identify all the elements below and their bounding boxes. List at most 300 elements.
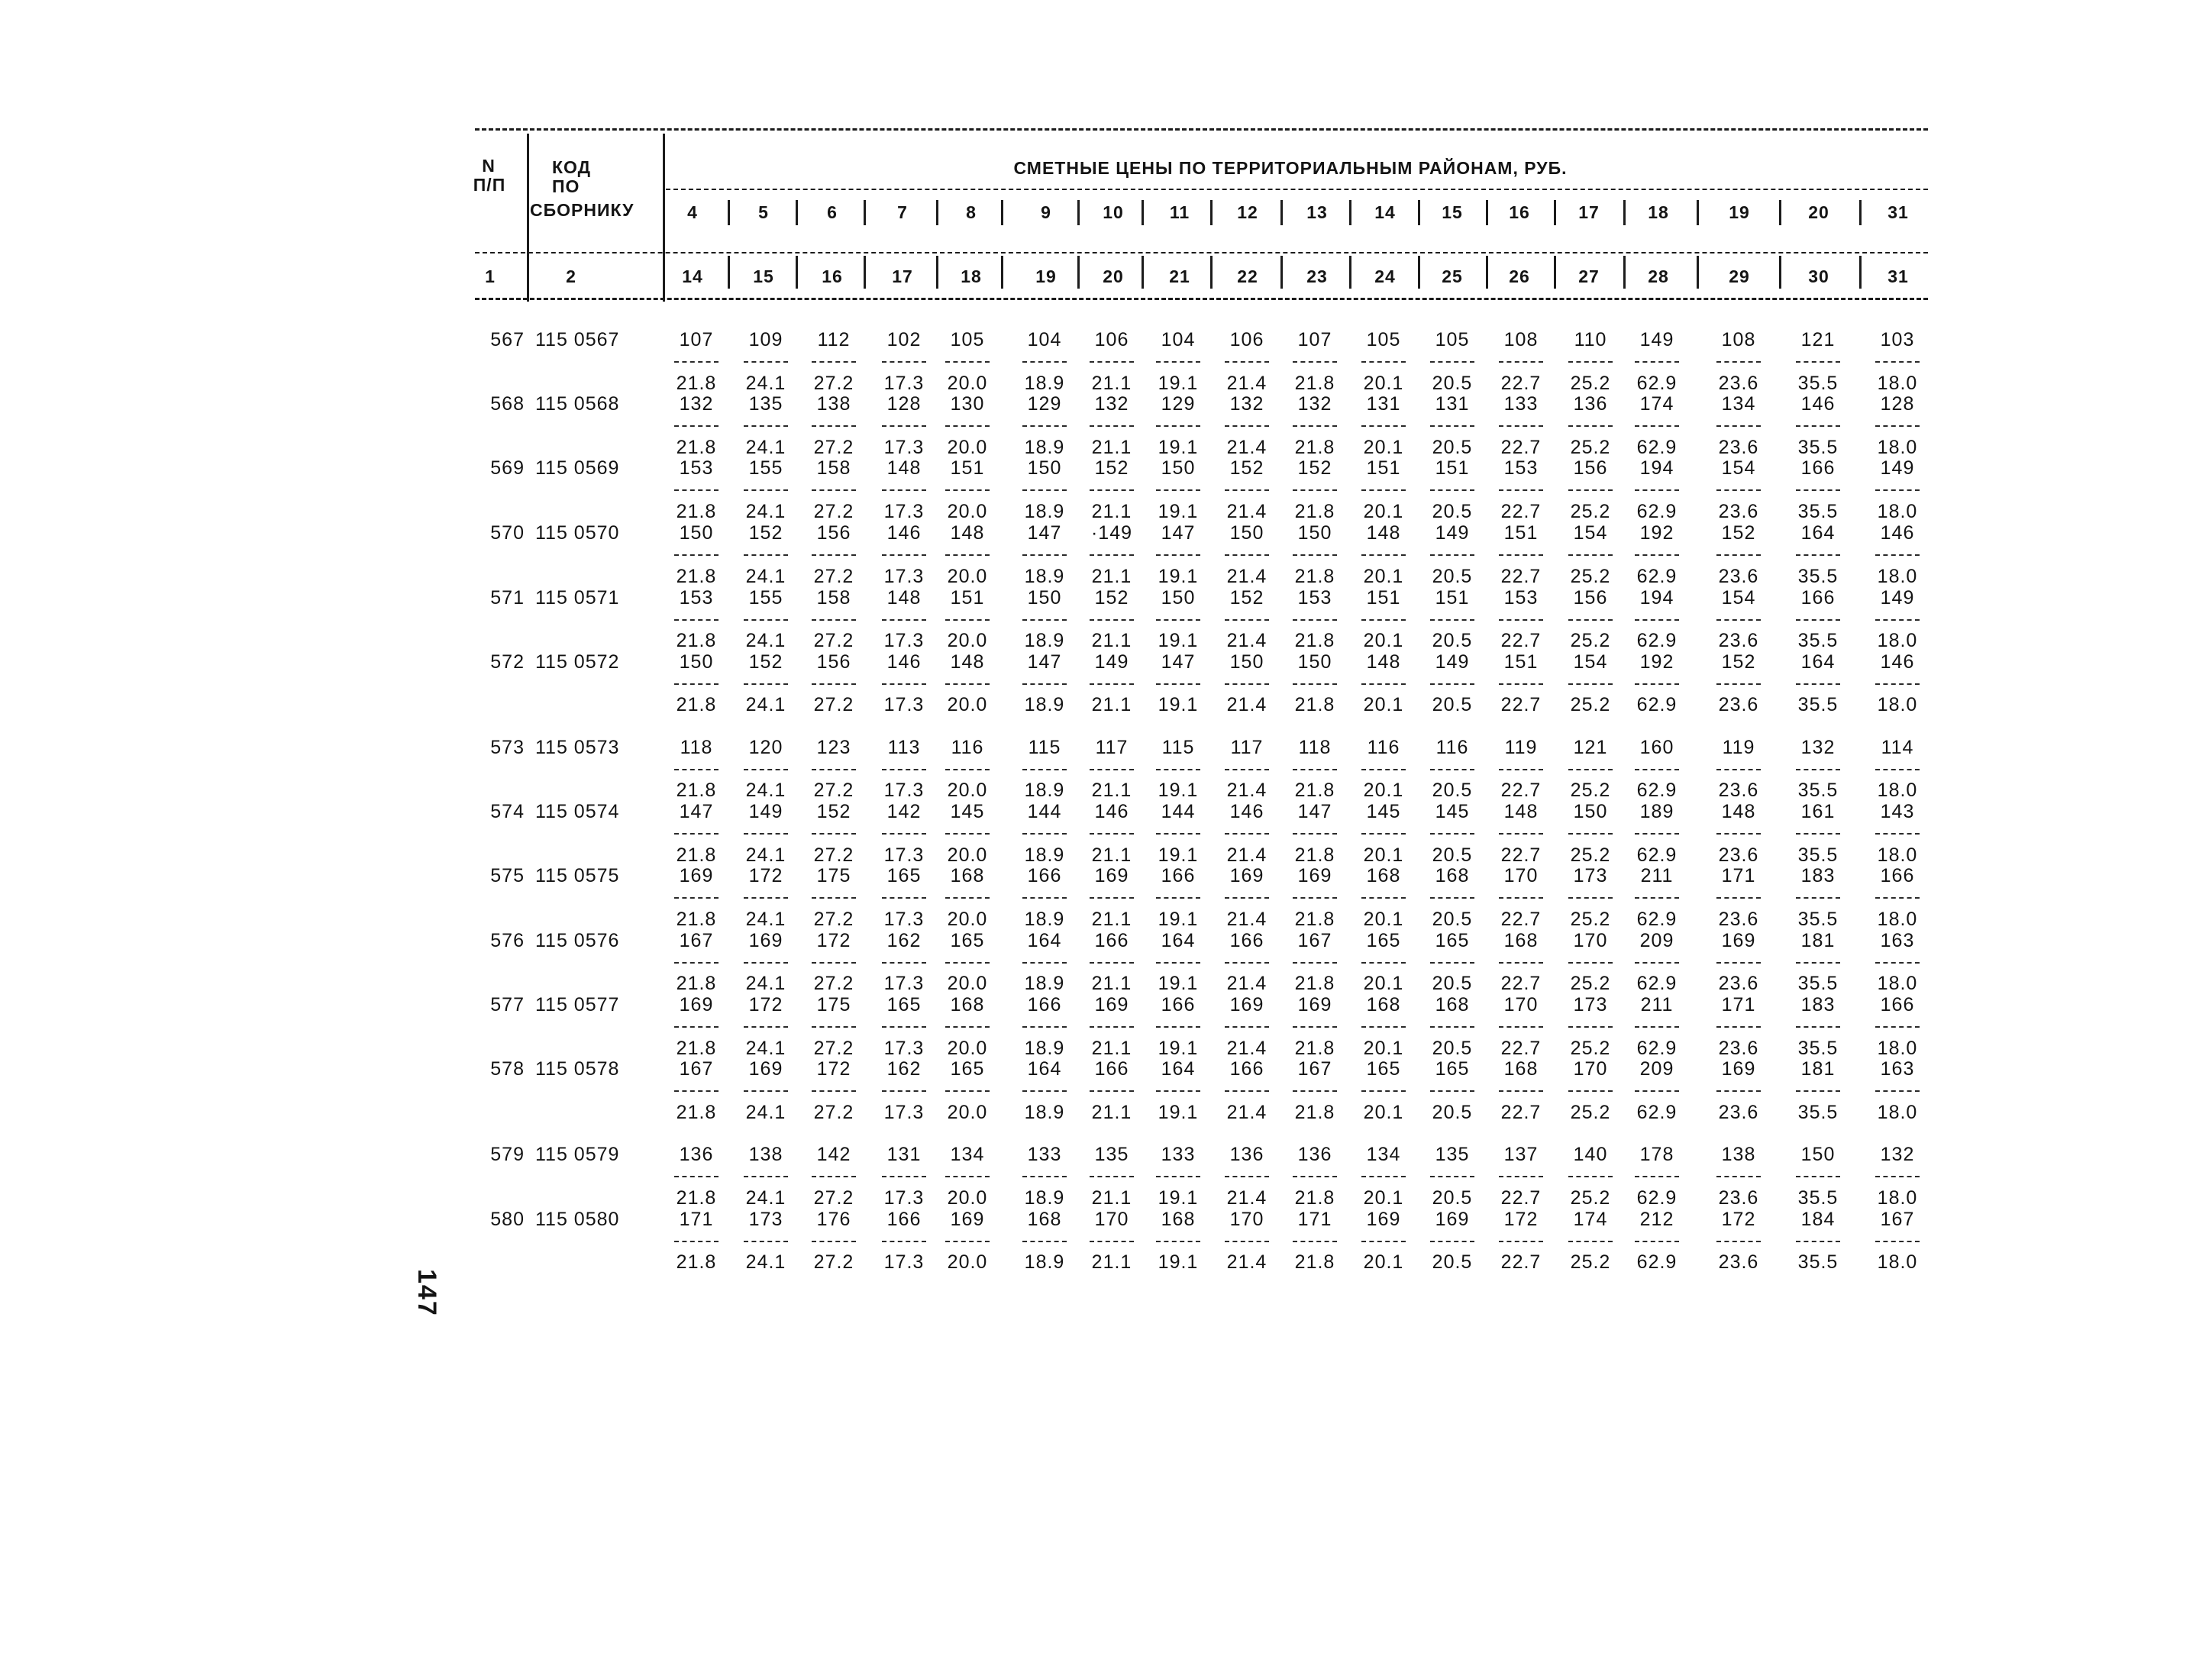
fraction-bar [1875, 1241, 1920, 1242]
price-cell: 169 [1366, 1209, 1401, 1230]
header-column-index: 1 [485, 266, 496, 286]
price-cell: 169 [679, 865, 714, 886]
price-cell: 151 [1435, 587, 1470, 609]
header-district-number: 11 [1169, 202, 1190, 222]
coefficient-cell: 19.1 [1158, 1038, 1199, 1059]
coefficient-cell: 18.0 [1877, 1187, 1918, 1209]
coefficient-cell: 21.4 [1226, 909, 1267, 930]
coefficient-cell: 35.5 [1797, 909, 1839, 930]
fraction-bar [674, 1026, 718, 1028]
header-separator [1697, 256, 1699, 289]
price-cell: 165 [1435, 1058, 1470, 1080]
coefficient-cell: 23.6 [1718, 566, 1759, 587]
fraction-bar [1225, 769, 1269, 770]
fraction-bar [1090, 361, 1134, 363]
coefficient-cell: 22.7 [1500, 1038, 1542, 1059]
fraction-bar [1875, 361, 1920, 363]
coefficient-cell: 27.2 [813, 566, 854, 587]
price-cell: 145 [950, 801, 985, 822]
price-cell: 132 [1094, 393, 1129, 415]
coefficient-cell: 21.8 [676, 973, 717, 994]
coefficient-cell: 19.1 [1158, 501, 1199, 522]
price-cell: 130 [950, 393, 985, 415]
fraction-bar [1499, 1026, 1543, 1028]
coefficient-cell: 20.5 [1432, 973, 1473, 994]
price-cell: 121 [1573, 737, 1608, 758]
price-cell: 135 [1435, 1144, 1470, 1165]
fraction-bar [1361, 489, 1406, 491]
coefficient-cell: 17.3 [883, 630, 925, 651]
fraction-bar [1635, 489, 1679, 491]
fraction-bar [1796, 619, 1840, 621]
price-cell: 142 [886, 801, 922, 822]
price-cell: 168 [1366, 994, 1401, 1015]
coefficient-cell: 22.7 [1500, 1187, 1542, 1209]
price-cell: 172 [1503, 1209, 1539, 1230]
fraction-bar [1430, 897, 1474, 899]
fraction-bar [1225, 683, 1269, 685]
fraction-bar [1875, 833, 1920, 835]
fraction-bar [1225, 554, 1269, 556]
fraction-bar [744, 683, 788, 685]
price-cell: 144 [1027, 801, 1062, 822]
coefficient-cell: 18.0 [1877, 566, 1918, 587]
coefficient-cell: 62.9 [1636, 1038, 1678, 1059]
fraction-bar [1022, 683, 1067, 685]
header-district-number: 17 [1578, 202, 1600, 222]
fraction-bar [674, 1241, 718, 1242]
price-cell: 138 [816, 393, 851, 415]
header-column-index: 16 [822, 266, 843, 286]
fraction-bar [1499, 897, 1543, 899]
price-cell: 189 [1639, 801, 1674, 822]
price-cell: 150 [679, 522, 714, 544]
fraction-bar [1156, 897, 1200, 899]
fraction-bar [1796, 833, 1840, 835]
price-cell: 194 [1639, 587, 1674, 609]
fraction-bar [882, 361, 926, 363]
price-cell: 155 [748, 587, 783, 609]
fraction-bar [812, 1026, 856, 1028]
fraction-bar [1635, 897, 1679, 899]
price-cell: 149 [1639, 329, 1674, 350]
coefficient-cell: 19.1 [1158, 973, 1199, 994]
price-cell: 116 [1367, 737, 1400, 758]
coefficient-cell: 24.1 [745, 780, 786, 801]
header-separator [1001, 256, 1003, 289]
fraction-bar [1499, 554, 1543, 556]
price-cell: 167 [1297, 930, 1332, 951]
price-cell: 165 [886, 994, 922, 1015]
fraction-bar [1225, 489, 1269, 491]
price-cell: 150 [1027, 457, 1062, 479]
fraction-bar [1499, 1090, 1543, 1092]
coefficient-cell: 21.8 [1294, 780, 1335, 801]
price-cell: 151 [1366, 587, 1401, 609]
fraction-bar [1568, 554, 1613, 556]
fraction-bar [1022, 1241, 1067, 1242]
coefficient-cell: 62.9 [1636, 780, 1678, 801]
price-cell: 140 [1573, 1144, 1608, 1165]
coefficient-cell: 21.8 [1294, 973, 1335, 994]
price-cell: 170 [1573, 1058, 1608, 1080]
coefficient-cell: 21.8 [676, 1038, 717, 1059]
fraction-bar [1716, 683, 1761, 685]
coefficient-cell: 62.9 [1636, 373, 1678, 394]
header-separator [1779, 256, 1781, 289]
fraction-bar [945, 1241, 990, 1242]
row-code: 115 0569 [535, 457, 620, 479]
coefficient-cell: 18.9 [1024, 973, 1065, 994]
price-cell: 133 [1161, 1144, 1196, 1165]
header-district-number: 15 [1442, 202, 1463, 222]
price-cell: 149 [1880, 587, 1915, 609]
header-column-index: 20 [1103, 266, 1124, 286]
price-cell: 151 [1503, 522, 1539, 544]
fraction-bar [945, 489, 990, 491]
coefficient-cell: 21.1 [1091, 630, 1132, 651]
page-number: 147 [412, 1269, 441, 1317]
price-cell: 118 [1298, 737, 1332, 758]
fraction-bar [1361, 1026, 1406, 1028]
price-cell: 172 [816, 930, 851, 951]
fraction-bar [674, 425, 718, 427]
coefficient-cell: 20.1 [1363, 373, 1404, 394]
coefficient-cell: 23.6 [1718, 501, 1759, 522]
coefficient-cell: 18.9 [1024, 501, 1065, 522]
fraction-bar [1293, 1026, 1337, 1028]
fraction-bar [1156, 833, 1200, 835]
coefficient-cell: 17.3 [883, 844, 925, 866]
price-cell: 136 [1573, 393, 1608, 415]
row-number: 575 [490, 865, 525, 886]
header-column-index: 24 [1374, 266, 1396, 286]
fraction-bar [812, 1241, 856, 1242]
header-separator [1779, 200, 1781, 225]
header-district-number: 6 [827, 202, 838, 222]
coefficient-cell: 21.1 [1091, 1038, 1132, 1059]
price-cell: 146 [1800, 393, 1836, 415]
coefficient-cell: 62.9 [1636, 694, 1678, 715]
price-cell: 132 [679, 393, 714, 415]
price-cell: 132 [1880, 1144, 1915, 1165]
price-cell: 169 [1094, 865, 1129, 886]
coefficient-cell: 21.8 [1294, 501, 1335, 522]
price-cell: 166 [886, 1209, 922, 1230]
coefficient-cell: 24.1 [745, 973, 786, 994]
coefficient-cell: 20.1 [1363, 1102, 1404, 1123]
coefficient-cell: 35.5 [1797, 1251, 1839, 1273]
price-cell: 152 [1094, 457, 1129, 479]
price-cell: 152 [1229, 457, 1264, 479]
row-code: 115 0580 [535, 1209, 620, 1230]
fraction-bar [812, 962, 856, 964]
price-cell: 150 [1800, 1144, 1836, 1165]
coefficient-cell: 20.5 [1432, 780, 1473, 801]
coefficient-cell: 20.0 [947, 630, 988, 651]
price-cell: 146 [1880, 522, 1915, 544]
header-column-index: 23 [1306, 266, 1328, 286]
fraction-bar [1022, 833, 1067, 835]
row-code: 115 0578 [535, 1058, 620, 1080]
fraction-bar [882, 1026, 926, 1028]
coefficient-cell: 21.1 [1091, 973, 1132, 994]
fraction-bar [1156, 554, 1200, 556]
header-column-index: 30 [1808, 266, 1829, 286]
price-cell: 152 [1094, 587, 1129, 609]
row-code: 115 0577 [535, 994, 620, 1015]
price-cell: 165 [1435, 930, 1470, 951]
price-cell: 150 [679, 651, 714, 673]
coefficient-cell: 21.1 [1091, 437, 1132, 458]
coefficient-cell: 24.1 [745, 1251, 786, 1273]
coefficient-cell: 22.7 [1500, 373, 1542, 394]
header-separator [1001, 200, 1003, 225]
fraction-bar [1499, 1176, 1543, 1177]
fraction-bar [812, 425, 856, 427]
fraction-bar [674, 962, 718, 964]
price-cell: 156 [1573, 587, 1608, 609]
header-separator [1210, 200, 1213, 225]
coefficient-cell: 23.6 [1718, 780, 1759, 801]
coefficient-cell: 23.6 [1718, 1038, 1759, 1059]
price-cell: 108 [1721, 329, 1756, 350]
row-number: 576 [490, 930, 525, 951]
coefficient-cell: 20.1 [1363, 844, 1404, 866]
fraction-bar [744, 962, 788, 964]
fraction-bar [1568, 619, 1613, 621]
price-cell: 149 [1435, 651, 1470, 673]
header-separator [1486, 256, 1488, 289]
coefficient-cell: 35.5 [1797, 780, 1839, 801]
fraction-bar [744, 619, 788, 621]
header-district-number: 31 [1887, 202, 1909, 222]
header-separator [1280, 200, 1283, 225]
price-cell: 165 [1366, 930, 1401, 951]
fraction-bar [1716, 489, 1761, 491]
header-separator [936, 200, 938, 225]
price-cell: 169 [748, 1058, 783, 1080]
header-mid-rule [475, 252, 1928, 253]
fraction-bar [1875, 619, 1920, 621]
fraction-bar [674, 1090, 718, 1092]
fraction-bar [744, 361, 788, 363]
header-column-index: 18 [961, 266, 982, 286]
fraction-bar [882, 1090, 926, 1092]
price-cell: 136 [1229, 1144, 1264, 1165]
coefficient-cell: 24.1 [745, 566, 786, 587]
fraction-bar [1225, 1176, 1269, 1177]
coefficient-cell: 35.5 [1797, 1038, 1839, 1059]
price-cell: 152 [748, 651, 783, 673]
price-cell: 169 [1297, 865, 1332, 886]
coefficient-cell: 21.8 [1294, 1251, 1335, 1273]
coefficient-cell: 17.3 [883, 437, 925, 458]
coefficient-cell: 25.2 [1570, 973, 1611, 994]
coefficient-cell: 18.9 [1024, 1251, 1065, 1273]
fraction-bar [1361, 683, 1406, 685]
fraction-bar [1090, 1026, 1134, 1028]
row-number: 578 [490, 1058, 525, 1080]
fraction-bar [1796, 1090, 1840, 1092]
header-sborniku-label: СБОРНИКУ [530, 200, 635, 220]
price-cell: 192 [1639, 651, 1674, 673]
coefficient-cell: 21.8 [676, 630, 717, 651]
fraction-bar [674, 489, 718, 491]
coefficient-cell: 20.5 [1432, 1187, 1473, 1209]
price-cell: 162 [886, 1058, 922, 1080]
header-column-index: 27 [1578, 266, 1600, 286]
fraction-bar [1293, 1176, 1337, 1177]
header-separator [796, 200, 798, 225]
price-cell: 166 [1880, 865, 1915, 886]
row-number: 571 [490, 587, 525, 609]
header-separator [1486, 200, 1488, 225]
fraction-bar [1022, 1026, 1067, 1028]
fraction-bar [1293, 489, 1337, 491]
coefficient-cell: 17.3 [883, 694, 925, 715]
coefficient-cell: 21.4 [1226, 1102, 1267, 1123]
price-cell: 128 [1880, 393, 1915, 415]
fraction-bar [882, 897, 926, 899]
coefficient-cell: 27.2 [813, 1251, 854, 1273]
fraction-bar [1875, 554, 1920, 556]
header-kod-label: КОД [552, 157, 592, 177]
fraction-bar [1225, 619, 1269, 621]
price-cell: 168 [950, 865, 985, 886]
coefficient-cell: 24.1 [745, 373, 786, 394]
fraction-bar [812, 361, 856, 363]
coefficient-cell: 21.1 [1091, 373, 1132, 394]
header-separator [663, 134, 665, 302]
coefficient-cell: 21.8 [676, 437, 717, 458]
coefficient-cell: 20.5 [1432, 694, 1473, 715]
price-cell: 132 [1229, 393, 1264, 415]
fraction-bar [1716, 1176, 1761, 1177]
coefficient-cell: 18.9 [1024, 844, 1065, 866]
fraction-bar [945, 361, 990, 363]
coefficient-cell: 35.5 [1797, 501, 1839, 522]
price-cell: 131 [1435, 393, 1470, 415]
price-cell: 167 [1880, 1209, 1915, 1230]
price-cell: 160 [1639, 737, 1674, 758]
price-cell: 143 [1880, 801, 1915, 822]
fraction-bar [1635, 1241, 1679, 1242]
row-number: 567 [490, 329, 525, 350]
price-cell: 148 [1366, 651, 1401, 673]
price-cell: 150 [1297, 522, 1332, 544]
price-cell: 168 [1366, 865, 1401, 886]
price-cell: 167 [1297, 1058, 1332, 1080]
coefficient-cell: 21.4 [1226, 1187, 1267, 1209]
row-number: 570 [490, 522, 525, 544]
coefficient-cell: 21.8 [676, 780, 717, 801]
fraction-bar [812, 489, 856, 491]
coefficient-cell: 25.2 [1570, 566, 1611, 587]
fraction-bar [1568, 769, 1613, 770]
coefficient-cell: 22.7 [1500, 1102, 1542, 1123]
header-column-index: 2 [566, 266, 576, 286]
coefficient-cell: 18.0 [1877, 630, 1918, 651]
fraction-bar [1568, 833, 1613, 835]
fraction-bar [1225, 833, 1269, 835]
coefficient-cell: 25.2 [1570, 694, 1611, 715]
header-district-number: 13 [1306, 202, 1328, 222]
fraction-bar [1430, 489, 1474, 491]
fraction-bar [945, 683, 990, 685]
coefficient-cell: 21.1 [1091, 1251, 1132, 1273]
row-number: 568 [490, 393, 525, 415]
price-cell: 136 [1297, 1144, 1332, 1165]
price-cell: 148 [950, 522, 985, 544]
coefficient-cell: 18.0 [1877, 1251, 1918, 1273]
fraction-bar [1430, 1176, 1474, 1177]
price-cell: 105 [1366, 329, 1401, 350]
fraction-bar [744, 554, 788, 556]
coefficient-cell: 20.0 [947, 694, 988, 715]
coefficient-cell: 23.6 [1718, 973, 1759, 994]
coefficient-cell: 20.5 [1432, 501, 1473, 522]
row-code: 115 0570 [535, 522, 620, 544]
price-cell: 152 [1721, 651, 1756, 673]
fraction-bar [1022, 425, 1067, 427]
price-cell: 145 [1366, 801, 1401, 822]
price-cell: 161 [1800, 801, 1836, 822]
fraction-bar [1499, 489, 1543, 491]
header-separator [1077, 256, 1080, 289]
price-cell: 168 [1503, 1058, 1539, 1080]
price-cell: 148 [1503, 801, 1539, 822]
fraction-bar [744, 1090, 788, 1092]
coefficient-cell: 62.9 [1636, 844, 1678, 866]
price-cell: 146 [886, 651, 922, 673]
coefficient-cell: 20.1 [1363, 566, 1404, 587]
coefficient-cell: 21.4 [1226, 437, 1267, 458]
fraction-bar [1716, 361, 1761, 363]
fraction-bar [744, 833, 788, 835]
fraction-bar [1156, 1026, 1200, 1028]
row-number: 574 [490, 801, 525, 822]
coefficient-cell: 20.1 [1363, 973, 1404, 994]
price-cell: 170 [1229, 1209, 1264, 1230]
coefficient-cell: 21.1 [1091, 694, 1132, 715]
fraction-bar [1293, 683, 1337, 685]
fraction-bar [1361, 769, 1406, 770]
coefficient-cell: 62.9 [1636, 1102, 1678, 1123]
coefficient-cell: 18.9 [1024, 780, 1065, 801]
price-cell: 114 [1881, 737, 1914, 758]
header-pp-label: П/П [473, 175, 506, 195]
price-cell: 163 [1880, 1058, 1915, 1080]
coefficient-cell: 27.2 [813, 1187, 854, 1209]
price-cell: 173 [748, 1209, 783, 1230]
header-separator [527, 134, 529, 302]
fraction-bar [1293, 833, 1337, 835]
coefficient-cell: 62.9 [1636, 437, 1678, 458]
coefficient-cell: 20.5 [1432, 566, 1473, 587]
price-cell: 209 [1639, 930, 1674, 951]
price-cell: 183 [1800, 994, 1836, 1015]
fraction-bar [1293, 897, 1337, 899]
fraction-bar [812, 554, 856, 556]
fraction-bar [1635, 683, 1679, 685]
coefficient-cell: 25.2 [1570, 1251, 1611, 1273]
price-cell: 153 [1297, 587, 1332, 609]
header-separator [936, 256, 938, 289]
coefficient-cell: 21.8 [676, 844, 717, 866]
price-cell: 169 [1721, 930, 1756, 951]
fraction-bar [1568, 1090, 1613, 1092]
